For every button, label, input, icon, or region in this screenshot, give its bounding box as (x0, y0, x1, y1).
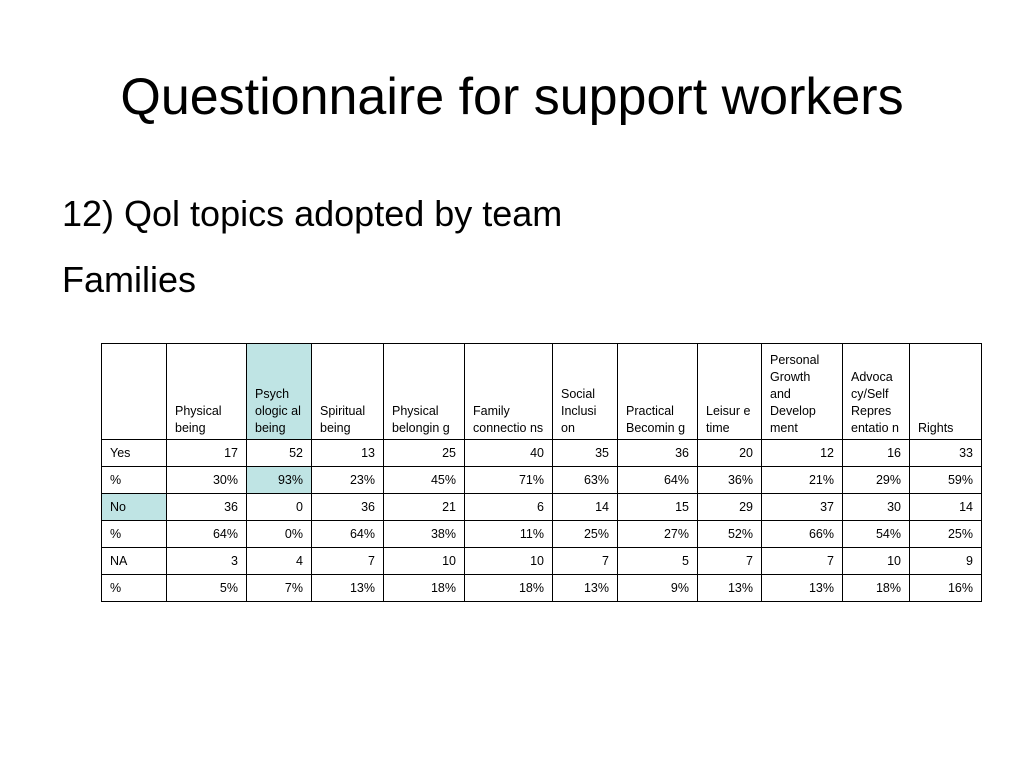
table-cell: 64% (167, 521, 247, 548)
table-cell: 52 (247, 440, 312, 467)
table-cell: 16% (910, 575, 982, 602)
table-cell: 3 (167, 548, 247, 575)
table-cell: 25 (384, 440, 465, 467)
table-cell: 9% (618, 575, 698, 602)
header-practical-becoming: Practical Becomin g (618, 344, 698, 440)
row-label: Yes (102, 440, 167, 467)
table-cell: 5 (618, 548, 698, 575)
table-cell: 23% (312, 467, 384, 494)
table-cell: 30 (843, 494, 910, 521)
row-label: % (102, 575, 167, 602)
table-cell: 36% (698, 467, 762, 494)
table-cell: 66% (762, 521, 843, 548)
table-cell: 9 (910, 548, 982, 575)
table-cell: 36 (618, 440, 698, 467)
table-cell: 21 (384, 494, 465, 521)
table-row (102, 440, 982, 467)
header-psychological-being: Psych ologic al being (247, 344, 312, 440)
table-cell: 13% (553, 575, 618, 602)
header-physical-being: Physical being (167, 344, 247, 440)
table-cell: 13% (312, 575, 384, 602)
table-cell: 52% (698, 521, 762, 548)
table-cell: 7 (312, 548, 384, 575)
header-leisure-time: Leisur e time (698, 344, 762, 440)
table-cell: 37 (762, 494, 843, 521)
table-cell: 33 (910, 440, 982, 467)
table-row (102, 521, 982, 548)
header-family-connections: Family connectio ns (465, 344, 553, 440)
row-label: % (102, 521, 167, 548)
table-cell: 29% (843, 467, 910, 494)
header-spiritual-being: Spiritual being (312, 344, 384, 440)
table-cell: 40 (465, 440, 553, 467)
table-cell: 18% (384, 575, 465, 602)
table-cell: 6 (465, 494, 553, 521)
table-cell: 71% (465, 467, 553, 494)
table-row (102, 467, 982, 494)
table-cell-highlighted: 93% (247, 467, 312, 494)
table-cell: 64% (618, 467, 698, 494)
table-row (102, 575, 982, 602)
table-cell: 0% (247, 521, 312, 548)
table-cell: 13 (312, 440, 384, 467)
header-rights: Rights (910, 344, 982, 440)
table-cell: 59% (910, 467, 982, 494)
table-cell: 13% (698, 575, 762, 602)
header-corner (102, 344, 167, 440)
table-cell: 18% (465, 575, 553, 602)
table-cell: 17 (167, 440, 247, 467)
table-cell: 10 (843, 548, 910, 575)
table-header-row (102, 344, 982, 440)
table-cell: 5% (167, 575, 247, 602)
table-cell: 29 (698, 494, 762, 521)
table-cell: 64% (312, 521, 384, 548)
table-cell: 36 (312, 494, 384, 521)
slide-subtitle-question: 12) Qol topics adopted by team (62, 193, 563, 234)
row-label-highlighted: No (102, 494, 167, 521)
table-cell: 25% (910, 521, 982, 548)
table-cell: 35 (553, 440, 618, 467)
table-row (102, 548, 982, 575)
table-cell: 7 (553, 548, 618, 575)
table-cell: 13% (762, 575, 843, 602)
table-cell: 12 (762, 440, 843, 467)
table-cell: 20 (698, 440, 762, 467)
table-cell: 27% (618, 521, 698, 548)
table-cell: 15 (618, 494, 698, 521)
row-label: NA (102, 548, 167, 575)
slide-subtitle-group: Families (62, 259, 197, 300)
header-advocacy: Advoca cy/Self Repres entatio n (843, 344, 910, 440)
header-physical-belonging: Physical belongin g (384, 344, 465, 440)
table-cell: 30% (167, 467, 247, 494)
table-cell: 38% (384, 521, 465, 548)
table-row (102, 494, 982, 521)
table-cell: 7 (762, 548, 843, 575)
slide-title: Questionnaire for support workers (120, 68, 904, 126)
table-cell: 7% (247, 575, 312, 602)
table-cell: 7 (698, 548, 762, 575)
table-cell: 14 (910, 494, 982, 521)
table-cell: 14 (553, 494, 618, 521)
table-cell: 4 (247, 548, 312, 575)
qol-topics-table (101, 343, 982, 602)
table-cell: 10 (465, 548, 553, 575)
table-cell: 45% (384, 467, 465, 494)
table-cell: 36 (167, 494, 247, 521)
header-personal-growth: Personal Growth and Develop ment (762, 344, 843, 440)
header-social-inclusion: Social Inclusi on (553, 344, 618, 440)
table-cell: 25% (553, 521, 618, 548)
table-cell: 54% (843, 521, 910, 548)
table-cell: 0 (247, 494, 312, 521)
table-cell: 16 (843, 440, 910, 467)
table-cell: 63% (553, 467, 618, 494)
row-label: % (102, 467, 167, 494)
table-cell: 18% (843, 575, 910, 602)
table-cell: 11% (465, 521, 553, 548)
table-cell: 21% (762, 467, 843, 494)
table-cell: 10 (384, 548, 465, 575)
